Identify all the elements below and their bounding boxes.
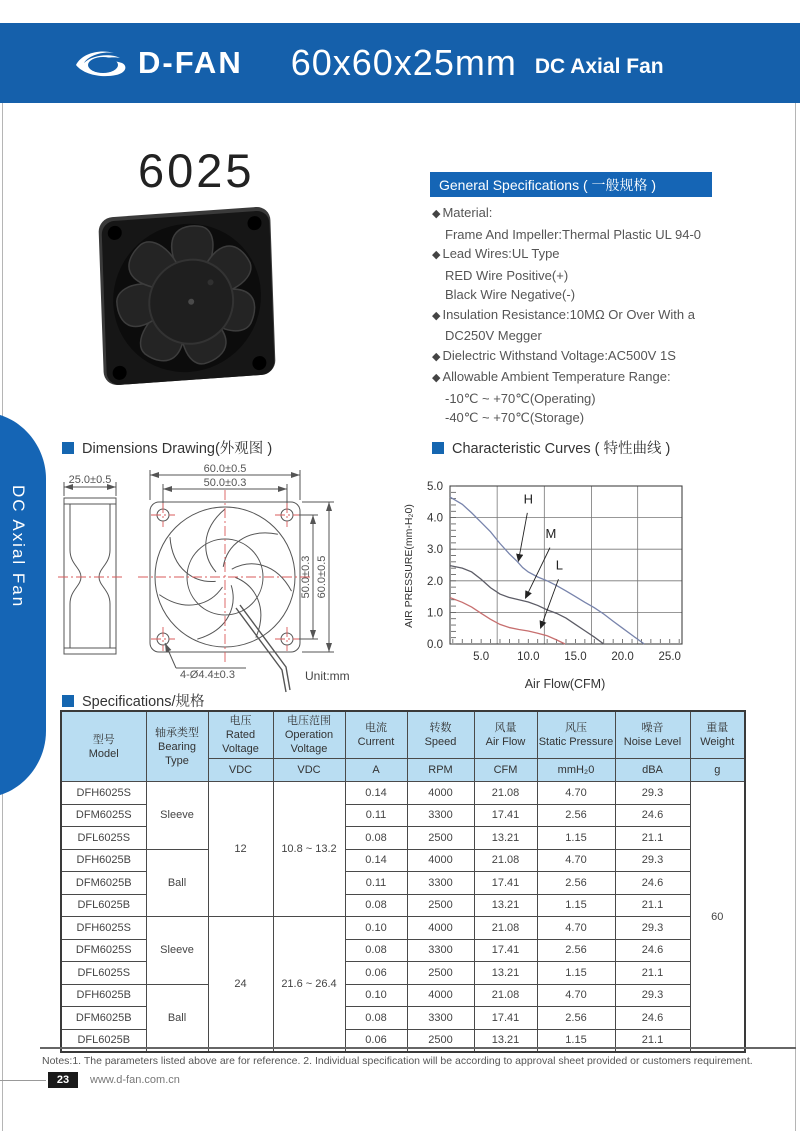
blue-square-icon [62, 442, 74, 454]
table-row: DFL6025B 0.06 2500 13.21 1.15 21.1 [61, 1029, 745, 1052]
table-row: DFL6025S 0.06 2500 13.21 1.15 21.1 [61, 962, 745, 985]
svg-text:15.0: 15.0 [564, 651, 587, 663]
spec-item: RED Wire Positive(+) [445, 267, 569, 283]
svg-text:M: M [545, 526, 557, 542]
fan-product-photo [92, 200, 282, 392]
col-header-bearing: 轴承类型 Bearing Type [146, 711, 208, 782]
unit-speed: RPM [407, 759, 474, 782]
dimensions-drawing [50, 460, 405, 698]
spec-item: -40℃ ~ +70℃(Storage) [445, 410, 585, 425]
bearing-group: Ball [146, 849, 208, 917]
side-tab-dc-axial-fan [0, 415, 46, 795]
product-model-title: 6025 [138, 144, 255, 197]
col-header-operation-voltage: 电压范围 Operation Voltage [273, 711, 345, 759]
dim-outer-height: 60.0±0.5 [316, 555, 328, 599]
svg-text:25.0: 25.0 [658, 651, 681, 663]
general-specs-list [432, 203, 762, 428]
col-header-airflow: 风量 Air Flow [474, 711, 537, 759]
curves-section-header [432, 437, 670, 458]
svg-text:0.0: 0.0 [427, 639, 443, 651]
table-row: DFM6025B 0.11 3300 17.41 2.56 24.6 [61, 872, 745, 895]
footer-divider [40, 1047, 796, 1049]
spec-item: Frame And Impeller:Thermal Plastic UL 94-0 [445, 226, 702, 242]
col-header-noise: 噪音 Noise Level [615, 711, 690, 759]
general-specs-title: General Specifications ( 一般规格 ) [439, 176, 657, 193]
table-row: DFL6025B 0.08 2500 13.21 1.15 21.1 [61, 894, 745, 917]
table-row: DFH6025B Ball 0.14 4000 21.08 4.70 29.3 [61, 849, 745, 872]
dim-outer-width: 60.0±0.5 [203, 463, 247, 475]
page-number-badge: 23 [48, 1072, 78, 1088]
col-header-rated-voltage: 电压 Rated Voltage [208, 711, 273, 759]
rated-voltage-group: 24 [208, 917, 273, 1053]
brand-name: D-FAN [138, 45, 243, 80]
table-row: DFH6025S Sleeve 24 21.6 ~ 26.4 0.10 4000 21.08 4.70 29.3 [61, 917, 745, 940]
dfan-swoosh-icon [72, 43, 134, 83]
specifications-section-title: Specifications/规格 [82, 694, 205, 710]
svg-text:4.0: 4.0 [427, 512, 443, 525]
general-specs-header [430, 172, 712, 197]
unit-noise: dBA [615, 759, 690, 782]
dimensions-section-header [62, 437, 272, 458]
side-tab-label: DC Axial Fan [9, 485, 28, 609]
unit-pressure: mmH₂0 [537, 759, 615, 782]
table-row: DFH6025S Sleeve 12 10.8 ~ 13.2 0.14 4000 21.08 4.70 29.3 60 [61, 782, 745, 805]
operation-voltage-group: 21.6 ~ 26.4 [273, 917, 345, 1053]
svg-text:3.0: 3.0 [427, 544, 443, 557]
table-row: DFM6025S 0.08 3300 17.41 2.56 24.6 [61, 939, 745, 962]
footer-tick-line [0, 1080, 46, 1081]
dimensions-section-title: Dimensions Drawing(外观图 ) [82, 441, 273, 457]
dim-holes-callout: 4-Ø4.4±0.3 [180, 669, 235, 681]
table-row: DFM6025S 0.11 3300 17.41 2.56 24.6 [61, 804, 745, 827]
spec-item: Black Wire Negative(-) [445, 287, 576, 302]
spec-item: ◆ Allowable Ambient Temperature Range: [432, 367, 762, 389]
dim-unit-label: Unit:mm [305, 669, 350, 683]
blue-square-icon [432, 442, 444, 454]
dim-side-width: 25.0±0.5 [68, 474, 112, 486]
operation-voltage-group: 10.8 ~ 13.2 [273, 782, 345, 917]
fan-type-subtitle: DC Axial Fan [534, 55, 664, 78]
spec-item: ◆ Lead Wires:UL Type [432, 244, 762, 266]
specifications-table [60, 710, 746, 1053]
spec-item: -10℃ ~ +70℃(Operating) [445, 390, 596, 406]
col-header-model: 型号 Model [61, 711, 146, 782]
svg-text:5.0: 5.0 [473, 651, 490, 663]
unit-operation: VDC [273, 759, 345, 782]
col-header-current: 电流 Current [345, 711, 407, 759]
svg-text:L: L [555, 557, 564, 573]
svg-text:2.0: 2.0 [427, 575, 443, 588]
bearing-group: Sleeve [146, 782, 208, 850]
top-banner [0, 23, 800, 103]
rated-voltage-group: 12 [208, 782, 273, 917]
spec-item: DC250V Megger [445, 328, 542, 343]
size-title: 60x60x25mm [290, 42, 517, 83]
svg-text:H: H [523, 491, 533, 507]
website-url: www.d-fan.com.cn [90, 1074, 180, 1086]
col-header-weight: 重量 Weight [690, 711, 745, 759]
unit-current: A [345, 759, 407, 782]
characteristic-curves-chart [398, 466, 698, 698]
dim-inner-height: 50.0±0.3 [300, 555, 312, 599]
svg-text:20.0: 20.0 [611, 651, 634, 663]
right-edge-rule [795, 103, 796, 1131]
unit-airflow: CFM [474, 759, 537, 782]
unit-weight: g [690, 759, 745, 782]
brand-logo [72, 43, 243, 83]
chart-xlabel: Air Flow(CFM) [524, 677, 606, 691]
svg-text:5.0: 5.0 [427, 481, 443, 493]
col-header-pressure: 风压 Static Pressure [537, 711, 615, 759]
curves-section-title: Characteristic Curves ( 特性曲线 ) [452, 441, 671, 457]
dim-inner-width: 50.0±0.3 [203, 477, 247, 489]
table-row: DFM6025B 0.08 3300 17.41 2.56 24.6 [61, 1007, 745, 1030]
spec-item: ◆ Dielectric Withstand Voltage:AC500V 1S [432, 346, 762, 368]
chart-ylabel: AIR PRESSURE(mm-H₂0) [403, 504, 415, 628]
table-row: DFL6025S 0.08 2500 13.21 1.15 21.1 [61, 827, 745, 850]
bearing-group: Ball [146, 984, 208, 1052]
table-row: DFH6025B Ball 0.10 4000 21.08 4.70 29.3 [61, 984, 745, 1007]
svg-text:1.0: 1.0 [427, 607, 443, 620]
spec-item: ◆ Material: [432, 203, 762, 225]
spec-item: ◆ Insulation Resistance:10MΩ Or Over With a [432, 305, 762, 327]
svg-text:10.0: 10.0 [517, 651, 540, 663]
bearing-group: Sleeve [146, 917, 208, 985]
col-header-speed: 转数 Speed [407, 711, 474, 759]
weight-group: 60 [690, 782, 745, 1053]
notes-text: Notes:1. The parameters listed above are for reference. 2. Individual specification will be according to approval sheet provided or customers requirement. [42, 1055, 753, 1067]
unit-rated: VDC [208, 759, 273, 782]
